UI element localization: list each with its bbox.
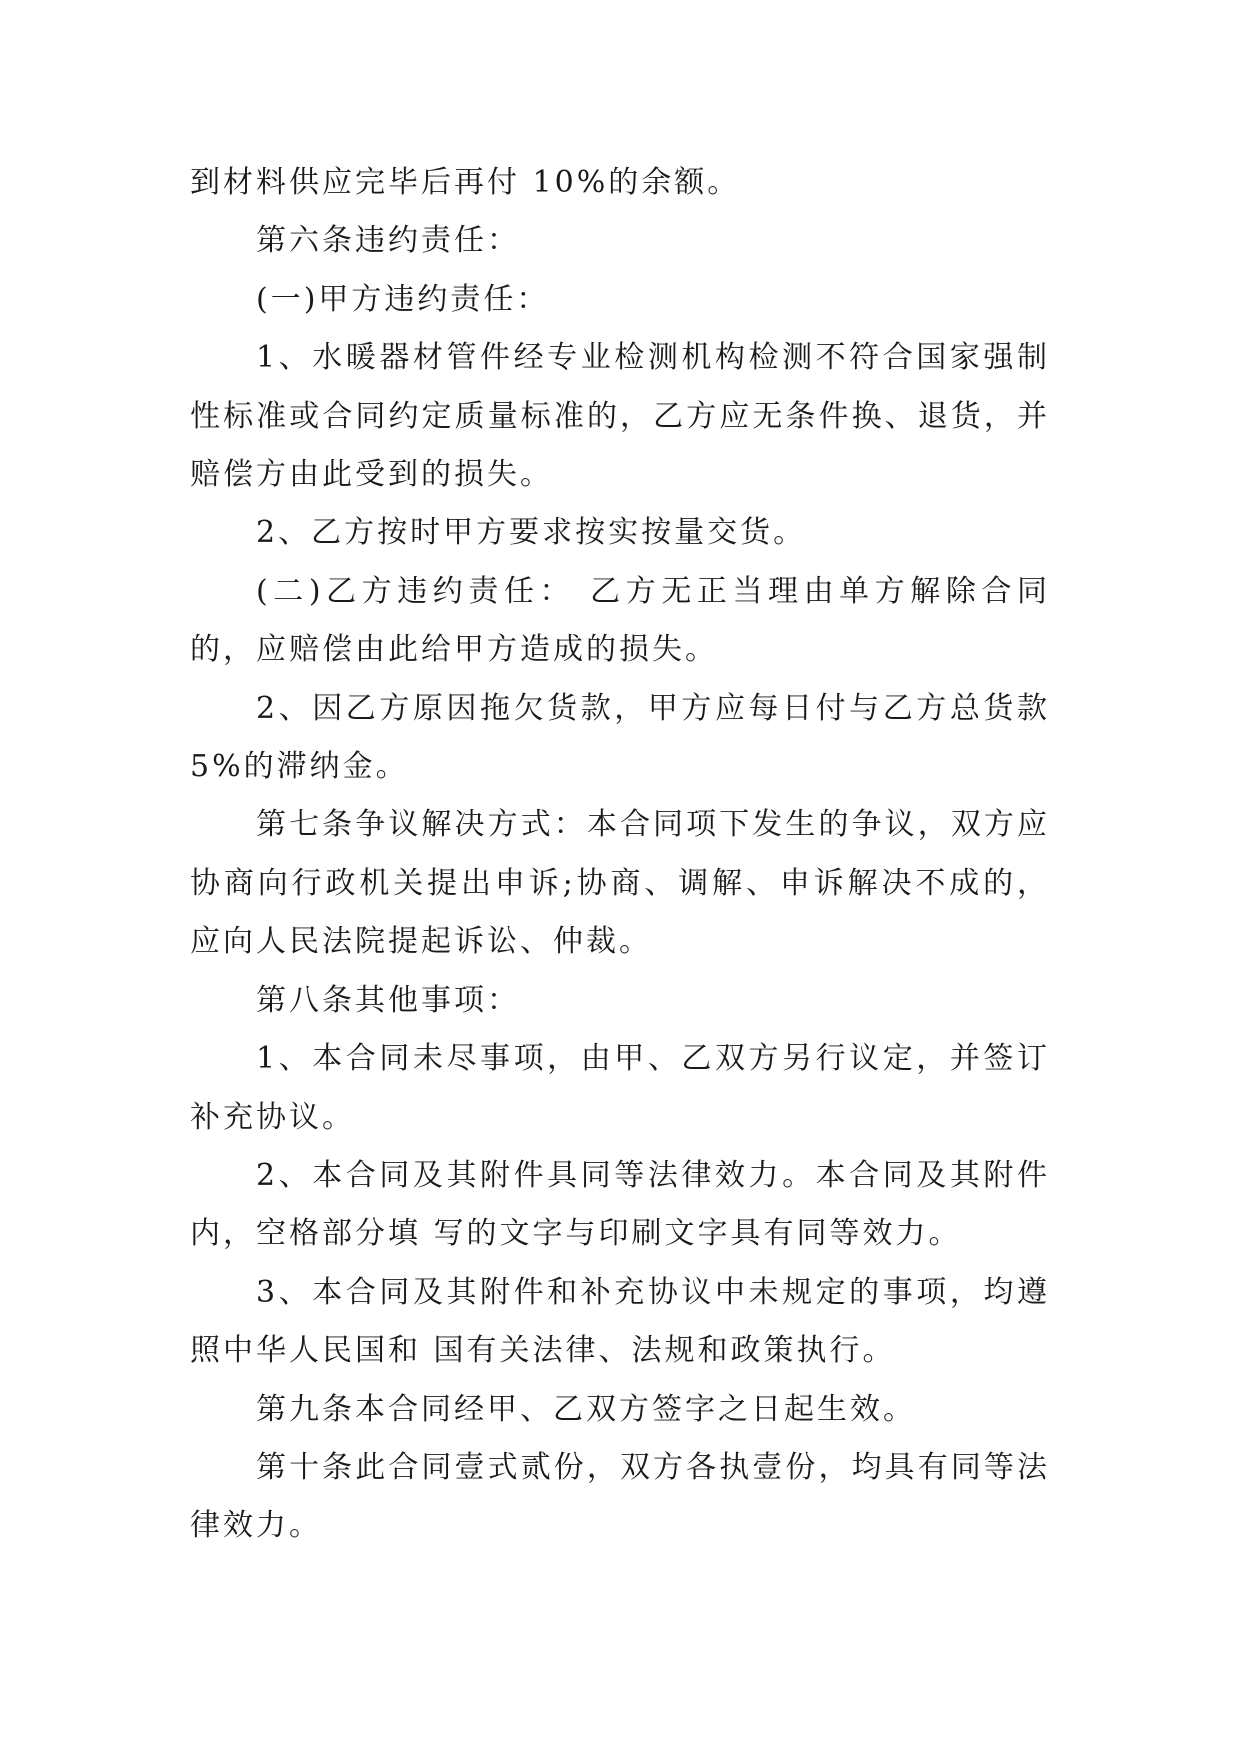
subheading-party-a-liability: (一)甲方违约责任： bbox=[256, 281, 550, 317]
paragraph-delivery-clause: 2、乙方按时甲方要求按实按量交货。 bbox=[256, 515, 807, 551]
paragraph-equal-validity: 2、本合同及其附件具同等法律效力。本合同及其附件内，空格部分填 写的文字与印刷文字具有同等效力。 bbox=[190, 1157, 1050, 1252]
heading-article-6: 第六条违约责任： bbox=[256, 223, 520, 259]
heading-article-8: 第八条其他事项： bbox=[256, 982, 520, 1018]
paragraph-article-7-dispute: 第七条争议解决方式：本合同项下发生的争议，双方应协商向行政机关提出申诉;协商、调解、申诉解决不成的，应向人民法院提起诉讼、仲裁。 bbox=[190, 807, 1050, 960]
paragraph-supplementary-agreement: 1、本合同未尽事项，由甲、乙双方另行议定，并签订补充协议。 bbox=[190, 1041, 1050, 1135]
paragraph-article-10-copies: 第十条此合同壹式贰份，双方各执壹份，均具有同等法律效力。 bbox=[190, 1449, 1050, 1544]
paragraph-party-b-liability: (二)乙方违约责任： 乙方无正当理由单方解除合同的，应赔偿由此给甲方造成的损失。 bbox=[190, 573, 1050, 668]
paragraph-article-9-effective: 第九条本合同经甲、乙双方签字之日起生效。 bbox=[256, 1391, 916, 1427]
paragraph-applicable-law: 3、本合同及其附件和补充协议中未规定的事项，均遵照中华人民国和 国有关法律、法规和政策执行。 bbox=[190, 1274, 1050, 1369]
paragraph-quality-clause: 1、水暖器材管件经专业检测机构检测不符合国家强制性标准或合同约定质量标准的，乙方应无条件换、退货，并赔偿方由此受到的损失。 bbox=[190, 340, 1050, 493]
contract-body bbox=[190, 154, 1050, 1556]
paragraph-payment-balance: 到材料供应完毕后再付 10%的余额。 bbox=[190, 165, 741, 200]
paragraph-late-fee: 2、因乙方原因拖欠货款，甲方应每日付与乙方总货款 5%的滞纳金。 bbox=[190, 690, 1050, 785]
